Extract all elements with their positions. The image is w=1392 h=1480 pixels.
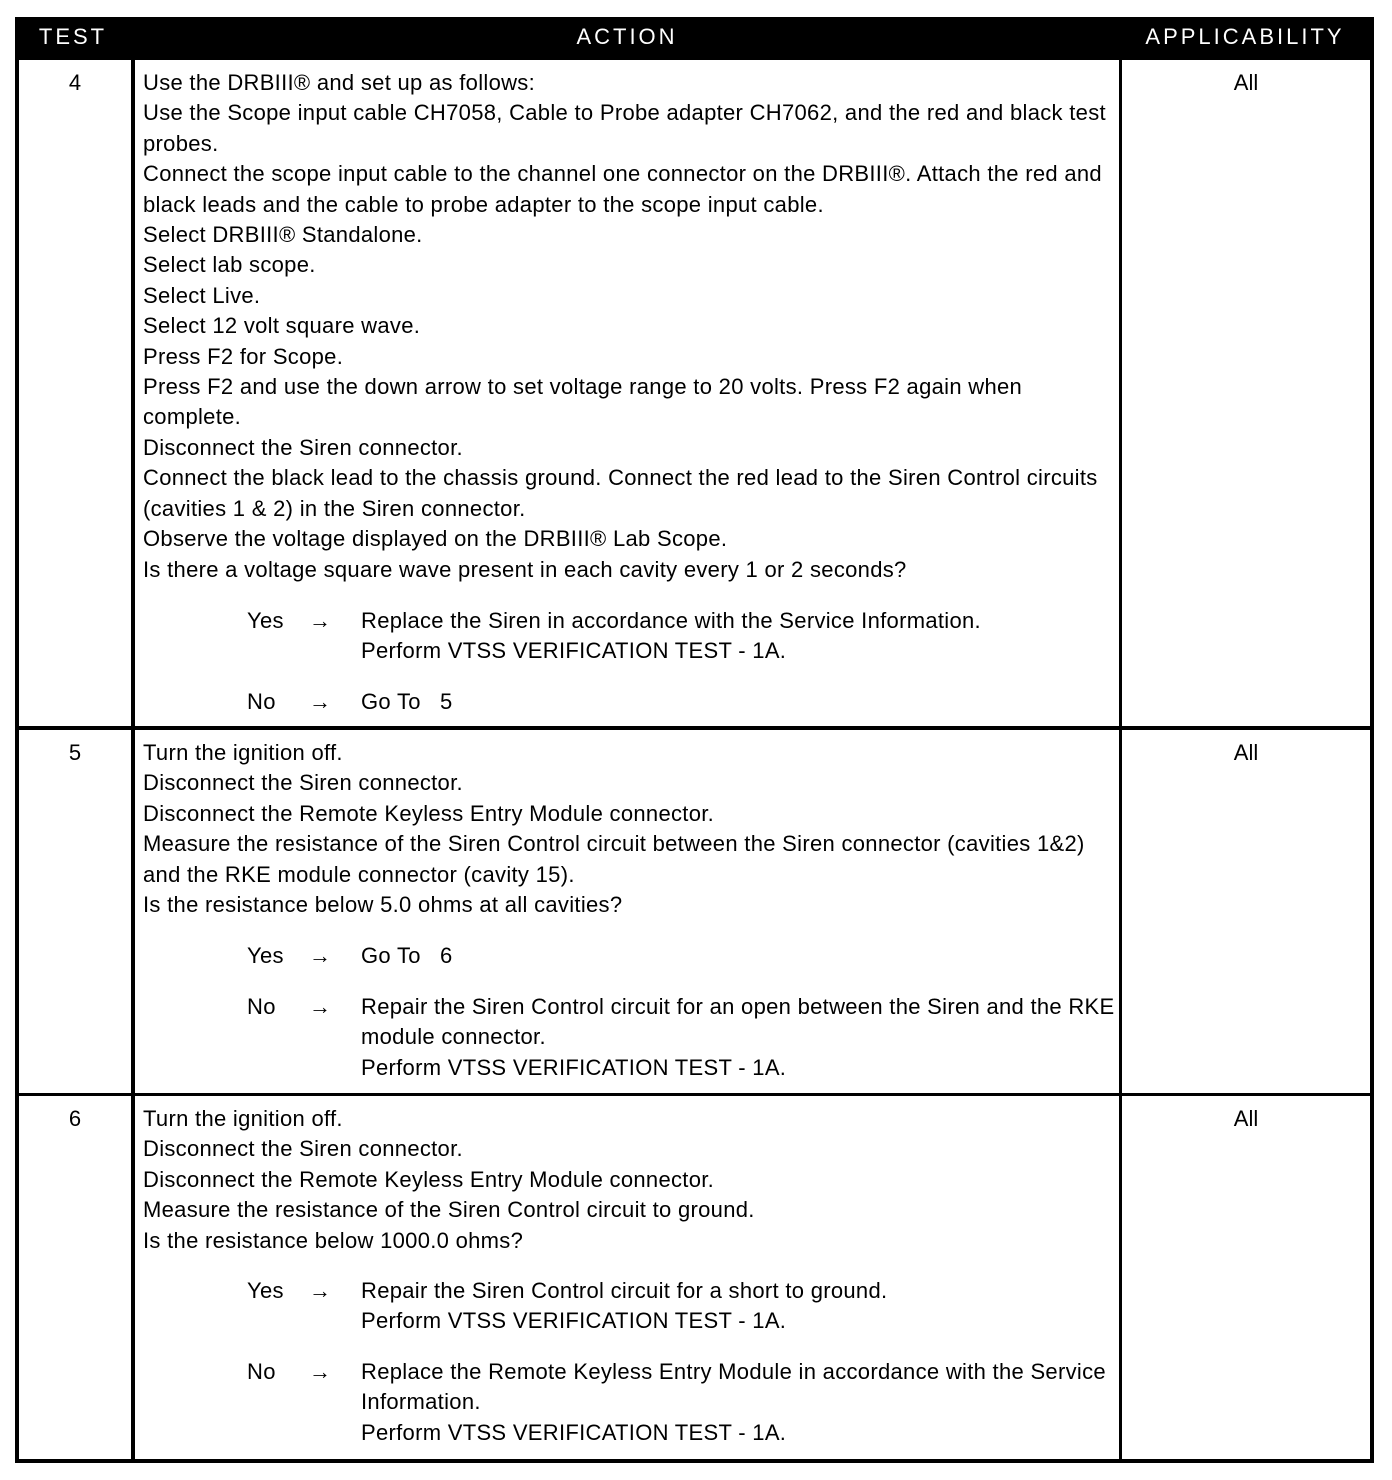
- step: Press F2 and use the down arrow to set voltage range to 20 volts. Press F2 again when complete.: [143, 374, 1023, 430]
- applicability-value: All: [1233, 1106, 1259, 1131]
- step: Select 12 volt square wave.: [143, 313, 421, 339]
- header-action: ACTION: [576, 24, 678, 49]
- response-line: Go To 6: [361, 943, 453, 968]
- step: Is the resistance below 5.0 ohms at all cavities?: [143, 892, 623, 918]
- arrow-right-icon: →: [309, 608, 332, 633]
- arrow-right-icon: →: [309, 943, 332, 968]
- step: Measure the resistance of the Siren Control circuit to ground.: [143, 1197, 755, 1223]
- step: Disconnect the Siren connector.: [143, 770, 463, 796]
- step: Connect the scope input cable to the channel one connector on the DRBIII®. Attach the red and black leads and the cable to probe adapter to the scope input cable.: [143, 161, 1102, 217]
- step: Select DRBIII® Standalone.: [143, 222, 423, 248]
- applicability-value: All: [1233, 70, 1259, 95]
- no-text: [361, 1357, 1125, 1448]
- step: Is there a voltage square wave present in each cavity every 1 or 2 seconds?: [143, 556, 907, 582]
- row-5-steps: [143, 738, 1115, 920]
- arrow-right-icon: →: [309, 1359, 332, 1384]
- row-5-test-cell: [19, 730, 131, 1093]
- step: Press F2 for Scope.: [143, 343, 344, 369]
- test-number: 6: [68, 1106, 82, 1131]
- response-line: Replace the Siren in accordance with the Service Information.: [361, 608, 981, 633]
- response-line: Go To 5: [361, 689, 453, 714]
- yes-text: [361, 1276, 1125, 1337]
- step: Disconnect the Siren connector.: [143, 434, 463, 460]
- step: Select lab scope.: [143, 252, 316, 278]
- header-applicability: APPLICABILITY: [1145, 24, 1345, 49]
- test-number: 5: [68, 740, 82, 765]
- yes-label: Yes: [247, 1278, 284, 1303]
- no-text: [361, 687, 1125, 717]
- no-label: No: [247, 1359, 276, 1384]
- response-line: Perform VTSS VERIFICATION TEST - 1A.: [361, 638, 787, 664]
- header-test: TEST: [38, 24, 108, 49]
- step: Use the DRBIII® and set up as follows:: [143, 70, 536, 95]
- row-4-applicability-cell: [1122, 60, 1370, 726]
- no-label: No: [247, 994, 276, 1019]
- no-label: No: [247, 689, 276, 714]
- row-5-applicability-cell: [1122, 730, 1370, 1093]
- arrow-right-icon: →: [309, 1278, 332, 1303]
- step: Use the Scope input cable CH7058, Cable to Probe adapter CH7062, and the red and black test probes.: [143, 100, 1106, 156]
- response-line: Perform VTSS VERIFICATION TEST - 1A.: [361, 1054, 787, 1080]
- row-6-steps: [143, 1104, 1115, 1256]
- row-6-test-cell: [19, 1096, 131, 1459]
- step: Turn the ignition off.: [143, 740, 343, 765]
- applicability-value: All: [1233, 740, 1259, 765]
- step: Turn the ignition off.: [143, 1106, 343, 1131]
- step: Select Live.: [143, 282, 261, 308]
- response-line: Repair the Siren Control circuit for an open between the Siren and the RKE module connector.: [361, 994, 1115, 1050]
- step: Disconnect the Remote Keyless Entry Module connector.: [143, 800, 715, 826]
- step: Is the resistance below 1000.0 ohms?: [143, 1227, 524, 1253]
- response-line: Repair the Siren Control circuit for a short to ground.: [361, 1278, 888, 1303]
- step: Observe the voltage displayed on the DRBIII® Lab Scope.: [143, 526, 728, 552]
- no-text: [361, 992, 1125, 1083]
- yes-label: Yes: [247, 608, 284, 633]
- row-4-test-cell: [19, 60, 131, 726]
- response-line: Perform VTSS VERIFICATION TEST - 1A.: [361, 1419, 787, 1445]
- step: Connect the black lead to the chassis ground. Connect the red lead to the Siren Control circuits (cavities 1 & 2) in the Siren connector.: [143, 465, 1098, 521]
- yes-label: Yes: [247, 943, 284, 968]
- step: Disconnect the Siren connector.: [143, 1136, 463, 1162]
- row-4-steps: [143, 68, 1115, 585]
- response-line: Replace the Remote Keyless Entry Module in accordance with the Service Information.: [361, 1359, 1106, 1415]
- step: Measure the resistance of the Siren Control circuit between the Siren connector (cavities 1&2) and the RKE module connector (cavity 15).: [143, 831, 1085, 887]
- yes-text: [361, 606, 1125, 667]
- step: Disconnect the Remote Keyless Entry Module connector.: [143, 1166, 715, 1192]
- test-number: 4: [68, 70, 82, 95]
- arrow-right-icon: →: [309, 994, 332, 1019]
- row-6-applicability-cell: [1122, 1096, 1370, 1459]
- response-line: Perform VTSS VERIFICATION TEST - 1A.: [361, 1308, 787, 1334]
- yes-text: [361, 941, 1125, 971]
- arrow-right-icon: →: [309, 689, 332, 714]
- diagnostic-table: [15, 17, 1374, 1463]
